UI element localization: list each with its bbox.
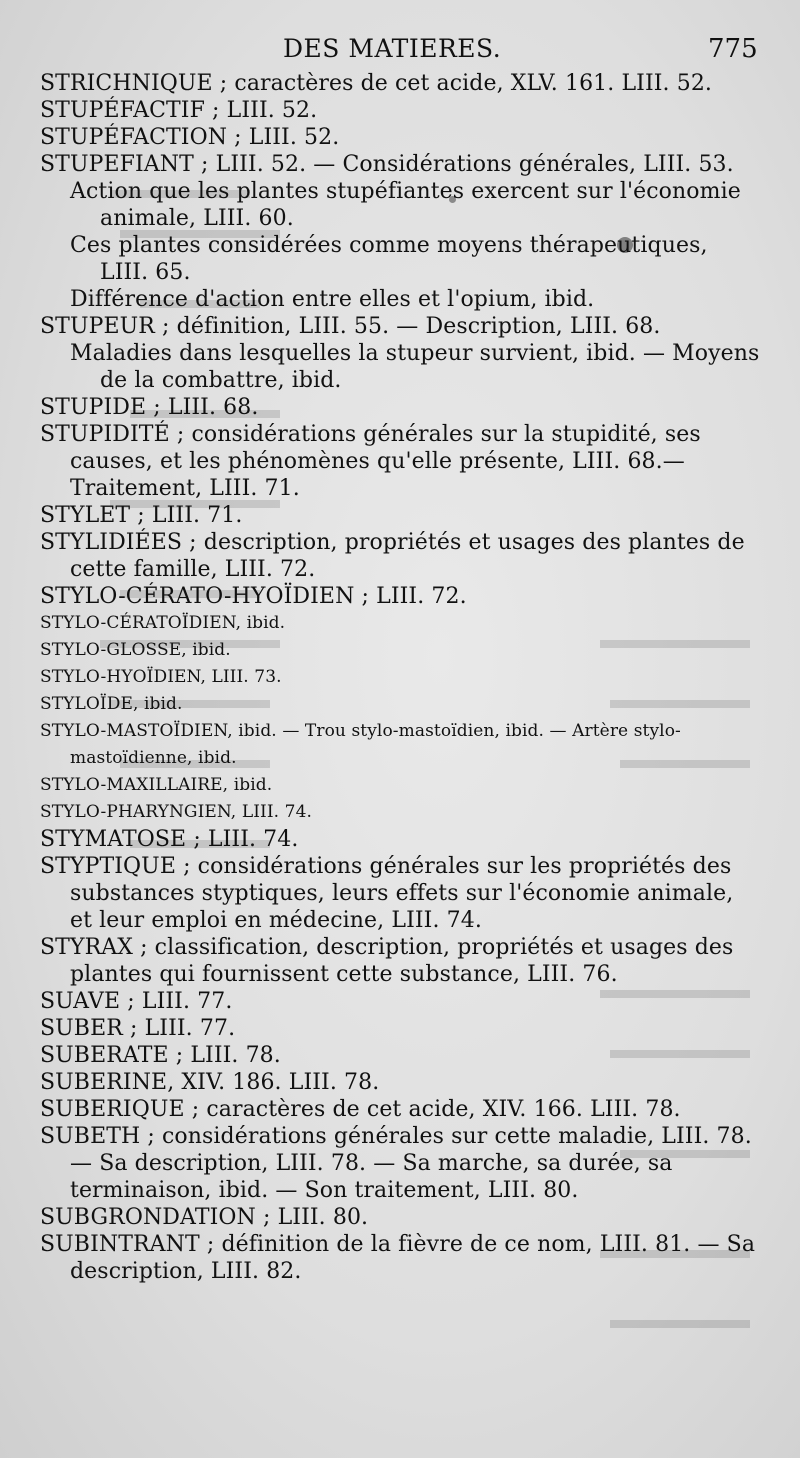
running-header-title: DES MATIERES. xyxy=(283,34,502,63)
index-entry-small-caps: STYLO-GLOSSE, ibid. xyxy=(40,640,231,660)
index-subentry: Maladies dans lesquelles la stupeur survient, ibid. — Moyens de la combattre, ibid. xyxy=(70,341,760,393)
index-entry: STUPÉFACTION ; LIII. 52. xyxy=(40,125,340,150)
index-entry: SUBERIQUE ; caractères de cet acide, XIV. 166. LIII. 78. xyxy=(40,1097,681,1122)
index-entry-small-caps: STYLO-MASTOÏDIEN, ibid. — Trou stylo-mastoïdien, ibid. — Artère stylo-mastoïdienne, ibid. xyxy=(40,721,681,768)
index-entry: STYMATOSE ; LIII. 74. xyxy=(40,827,299,852)
index-entry-small-caps: STYLO-PHARYNGIEN, LIII. 74. xyxy=(40,802,312,822)
index-entry: STUPEUR ; définition, LIII. 55. — Description, LIII. 68. xyxy=(40,314,661,339)
index-subentry: Différence d'action entre elles et l'opium, ibid. xyxy=(70,287,595,312)
index-entry: STUPÉFACTIF ; LIII. 52. xyxy=(40,98,318,123)
index-entry: STYRAX ; classification, description, propriétés et usages des plantes qui fournissent cette substance, LIII. 76. xyxy=(40,935,734,987)
index-entry: SUBERATE ; LIII. 78. xyxy=(40,1043,281,1068)
index-entry: SUBERINE, XIV. 186. LIII. 78. xyxy=(40,1070,380,1095)
index-entry: STUPIDE ; LIII. 68. xyxy=(40,395,259,420)
index-entries xyxy=(40,70,760,1285)
index-subentry: Ces plantes considérées comme moyens thérapeutiques, LIII. 65. xyxy=(70,233,708,285)
index-entry: STUPEFIANT ; LIII. 52. — Considérations générales, LIII. 53. xyxy=(40,152,734,177)
index-entry: STYLIDIÉES ; description, propriétés et usages des plantes de cette famille, LIII. 72. xyxy=(40,530,745,582)
index-entry-small-caps: STYLOÏDE, ibid. xyxy=(40,694,183,714)
index-entry: STYPTIQUE ; considérations générales sur les propriétés des substances styptiques, leurs effets sur l'économie animale, et leur emploi en médecine, LIII. 74. xyxy=(40,854,734,933)
index-entry: SUBGRONDATION ; LIII. 80. xyxy=(40,1205,369,1230)
index-entry-small-caps: STYLO-MAXILLAIRE, ibid. xyxy=(40,775,273,795)
index-entry-small-caps: STYLO-CÉRATOÏDIEN, ibid. xyxy=(40,613,286,633)
index-entry: STUPIDITÉ ; considérations générales sur la stupidité, ses causes, et les phénomènes qu'elle présente, LIII. 68.—Traitement, LIII. 71. xyxy=(40,422,701,501)
index-entry: STYLO-CÉRATO-HYOÏDIEN ; LIII. 72. xyxy=(40,584,467,609)
index-entry-small-caps: STYLO-HYOÏDIEN, LIII. 73. xyxy=(40,667,282,687)
index-entry: SUBINTRANT ; définition de la fièvre de ce nom, LIII. 81. — Sa description, LIII. 82. xyxy=(40,1232,756,1284)
index-entry: SUAVE ; LIII. 77. xyxy=(40,989,233,1014)
index-entry: SUBER ; LIII. 77. xyxy=(40,1016,236,1041)
index-entry: SUBETH ; considérations générales sur cette maladie, LIII. 78. — Sa description, LIII. 78. — Sa marche, sa durée, sa terminaison, ibid. — Son traitement, LIII. 80. xyxy=(40,1124,752,1203)
page-number: 775 xyxy=(708,34,758,64)
index-subentry: Action que les plantes stupéfiantes exercent sur l'économie animale, LIII. 60. xyxy=(70,179,741,231)
index-entry: STYLET ; LIII. 71. xyxy=(40,503,243,528)
index-entry: STRICHNIQUE ; caractères de cet acide, XLV. 161. LIII. 52. xyxy=(40,71,713,96)
